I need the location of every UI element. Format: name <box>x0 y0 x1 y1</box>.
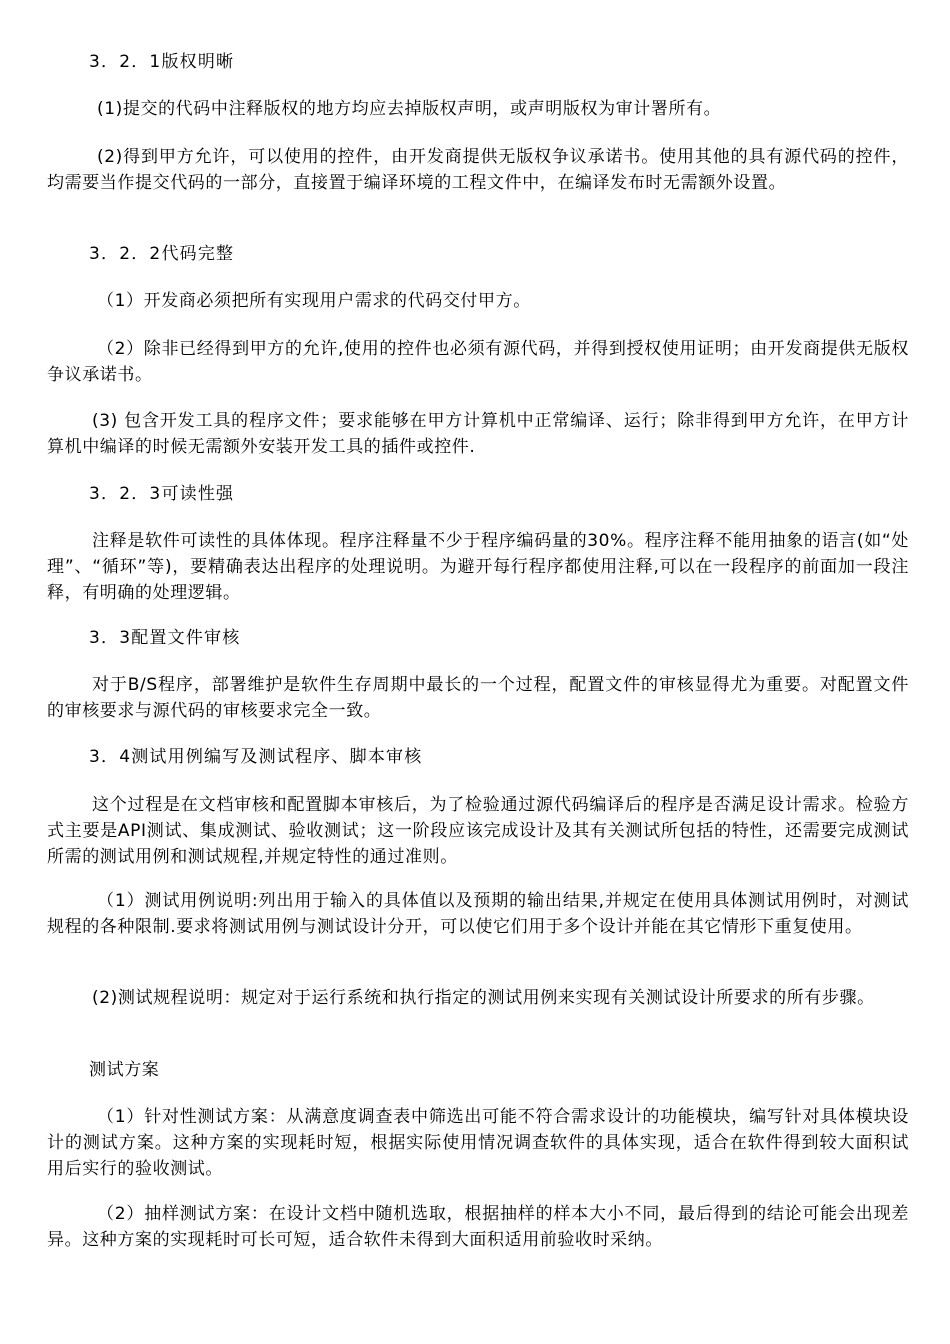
paragraph: 注释是软件可读性的具体体现。程序注释量不少于程序编码量的30%。程序注释不能用抽象的语言(如“处理”、“循环”等)，要精确表达出程序的处理说明。为避开每行程序都使用注释,可以在一段程序的前面加一段注释，有明确的处理逻辑。 <box>47 531 909 603</box>
paragraph: 对于B/S程序，部署维护是软件生存周期中最长的一个过程，配置文件的审核显得尤为重要。对配置文件的审核要求与源代码的审核要求完全一致。 <box>47 675 909 721</box>
paragraph: （1）开发商必须把所有实现用户需求的代码交付甲方。 <box>97 291 531 311</box>
paragraph: （1）针对性测试方案：从满意度调查表中筛选出可能不符合需求设计的功能模块，编写针对具体模块设计的测试方案。这种方案的实现耗时短，根据实际使用情况调查软件的具体实现，适合在软件得到较大面积试用后实行的验收测试。 <box>47 1107 909 1179</box>
section-heading-test-plan: 测试方案 <box>89 1060 160 1080</box>
paragraph: (2)得到甲方允许，可以使用的控件，由开发商提供无版权争议承诺书。使用其他的具有源代码的控件，均需要当作提交代码的一部分，直接置于编译环境的工程文件中，在编译发布时无需额外设置。 <box>47 147 909 193</box>
paragraph: （2）抽样测试方案：在设计文档中随机选取，根据抽样的样本大小不同，最后得到的结论可能会出现差异。这种方案的实现耗时可长可短，适合软件未得到大面积适用前验收时采纳。 <box>47 1204 909 1250</box>
paragraph: 这个过程是在文档审核和配置脚本审核后，为了检验通过源代码编译后的程序是否满足设计需求。检验方式主要是API测试、集成测试、验收测试；这一阶段应该完成设计及其有关测试所包括的特性，还需要完成测试所需的测试用例和测试规程,并规定特性的通过准则。 <box>47 795 909 867</box>
section-heading-3-2-2: 3．2．2代码完整 <box>89 244 235 264</box>
section-heading-3-4: 3．4测试用例编写及测试程序、脚本审核 <box>89 747 423 767</box>
paragraph: (2)测试规程说明：规定对于运行系统和执行指定的测试用例来实现有关测试设计所要求的所有步骤。 <box>92 988 875 1008</box>
paragraph: （1）测试用例说明:列出用于输入的具体值以及预期的输出结果,并规定在使用具体测试用例时，对测试规程的各种限制.要求将测试用例与测试设计分开，可以使它们用于多个设计并能在其它情形下重复使用。 <box>47 891 909 937</box>
section-heading-3-3: 3．3配置文件审核 <box>89 628 241 648</box>
paragraph: （2）除非已经得到甲方的允许,使用的控件也必须有源代码，并得到授权使用证明；由开发商提供无版权争议承诺书。 <box>47 339 909 385</box>
paragraph: (3) 包含开发工具的程序文件；要求能够在甲方计算机中正常编译、运行；除非得到甲方允许，在甲方计算机中编译的时候无需额外安装开发工具的插件或控件. <box>47 411 909 457</box>
section-heading-3-2-3: 3．2．3可读性强 <box>89 484 235 504</box>
section-heading-3-2-1: 3．2．1版权明晰 <box>89 52 235 72</box>
paragraph: (1)提交的代码中注释版权的地方均应去掉版权声明，或声明版权为审计署所有。 <box>97 99 722 119</box>
